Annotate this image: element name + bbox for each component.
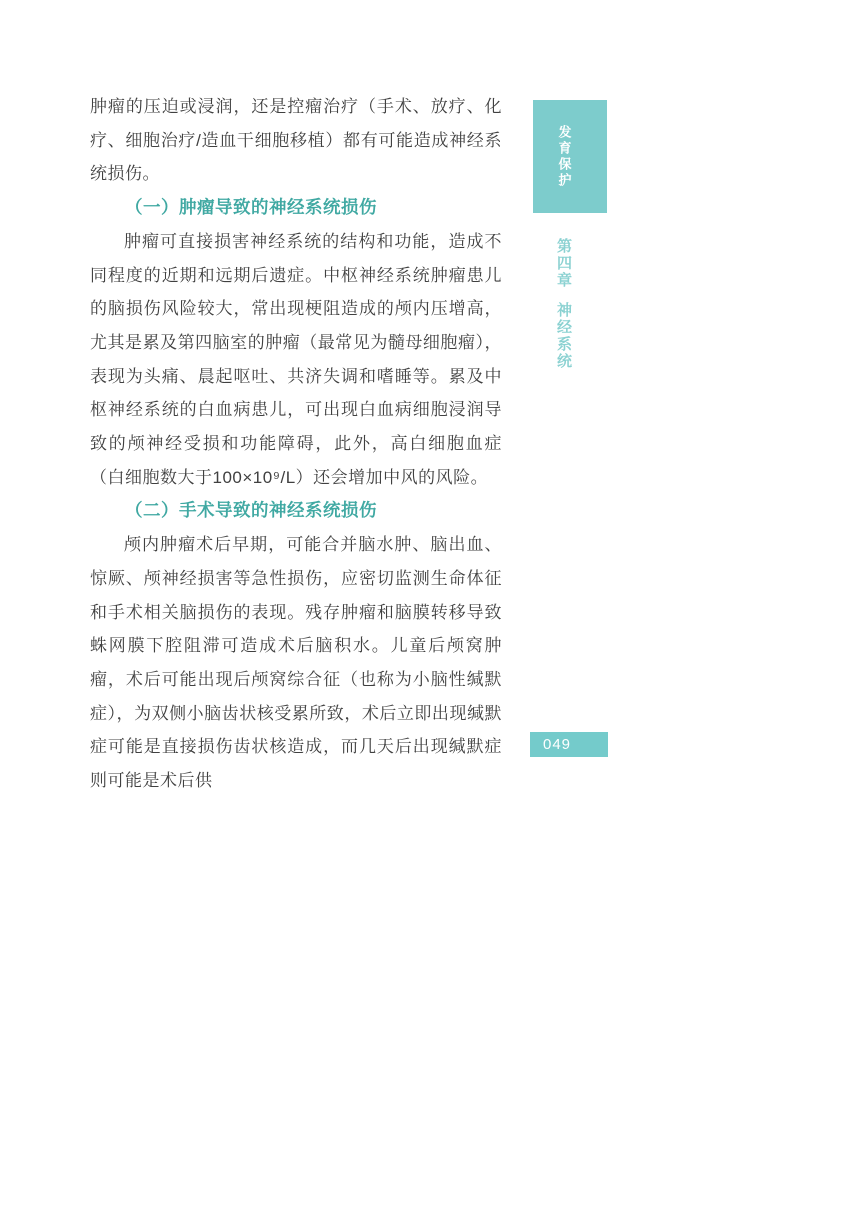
section-heading-1: （一）肿瘤导致的神经系统损伤 [125, 197, 377, 218]
main-text-column [90, 90, 502, 798]
chapter-number-label: 第四章 [555, 238, 572, 289]
section-heading-2: （二）手术导致的神经系统损伤 [125, 500, 377, 521]
section-body-1: 肿瘤可直接损害神经系统的结构和功能，造成不同程度的近期和远期后遗症。中枢神经系统肿瘤患儿的脑损伤风险较大，常出现梗阻造成的颅内压增高，尤其是累及第四脑室的肿瘤（最常见为髓母细胞瘤），表现为头痛、晨起呕吐、共济失调和嗜睡等。累及中枢神经系统的白血病患儿，可出现白血病细胞浸润导致的颅神经受损和功能障碍，此外，高白细胞血症（白细胞数大于100×10⁹/L）还会增加中风的风险。 [90, 231, 502, 487]
section-body-2: 颅内肿瘤术后早期，可能合并脑水肿、脑出血、惊厥、颅神经损害等急性损伤，应密切监测生命体征和手术相关脑损伤的表现。残存肿瘤和脑膜转移导致蛛网膜下腔阻滞可造成术后脑积水。儿童后颅窝肿瘤，术后可能出现后颅窝综合征（也称为小脑性缄默症），为双侧小脑齿状核受累所致，术后立即出现缄默症可能是直接损伤齿状核造成，而几天后出现缄默症则可能是术后供 [90, 535, 502, 791]
chapter-caption [553, 238, 574, 370]
page-number-badge: 049 [530, 732, 608, 757]
section-tab [533, 100, 607, 213]
section-tab-label: 发育保护 [556, 124, 572, 189]
paragraph-continuation: 肿瘤的压迫或浸润，还是控瘤治疗（手术、放疗、化疗、细胞治疗/造血干细胞移植）都有可能造成神经系统损伤。 [90, 97, 502, 184]
chapter-title-label: 神经系统 [555, 302, 572, 370]
